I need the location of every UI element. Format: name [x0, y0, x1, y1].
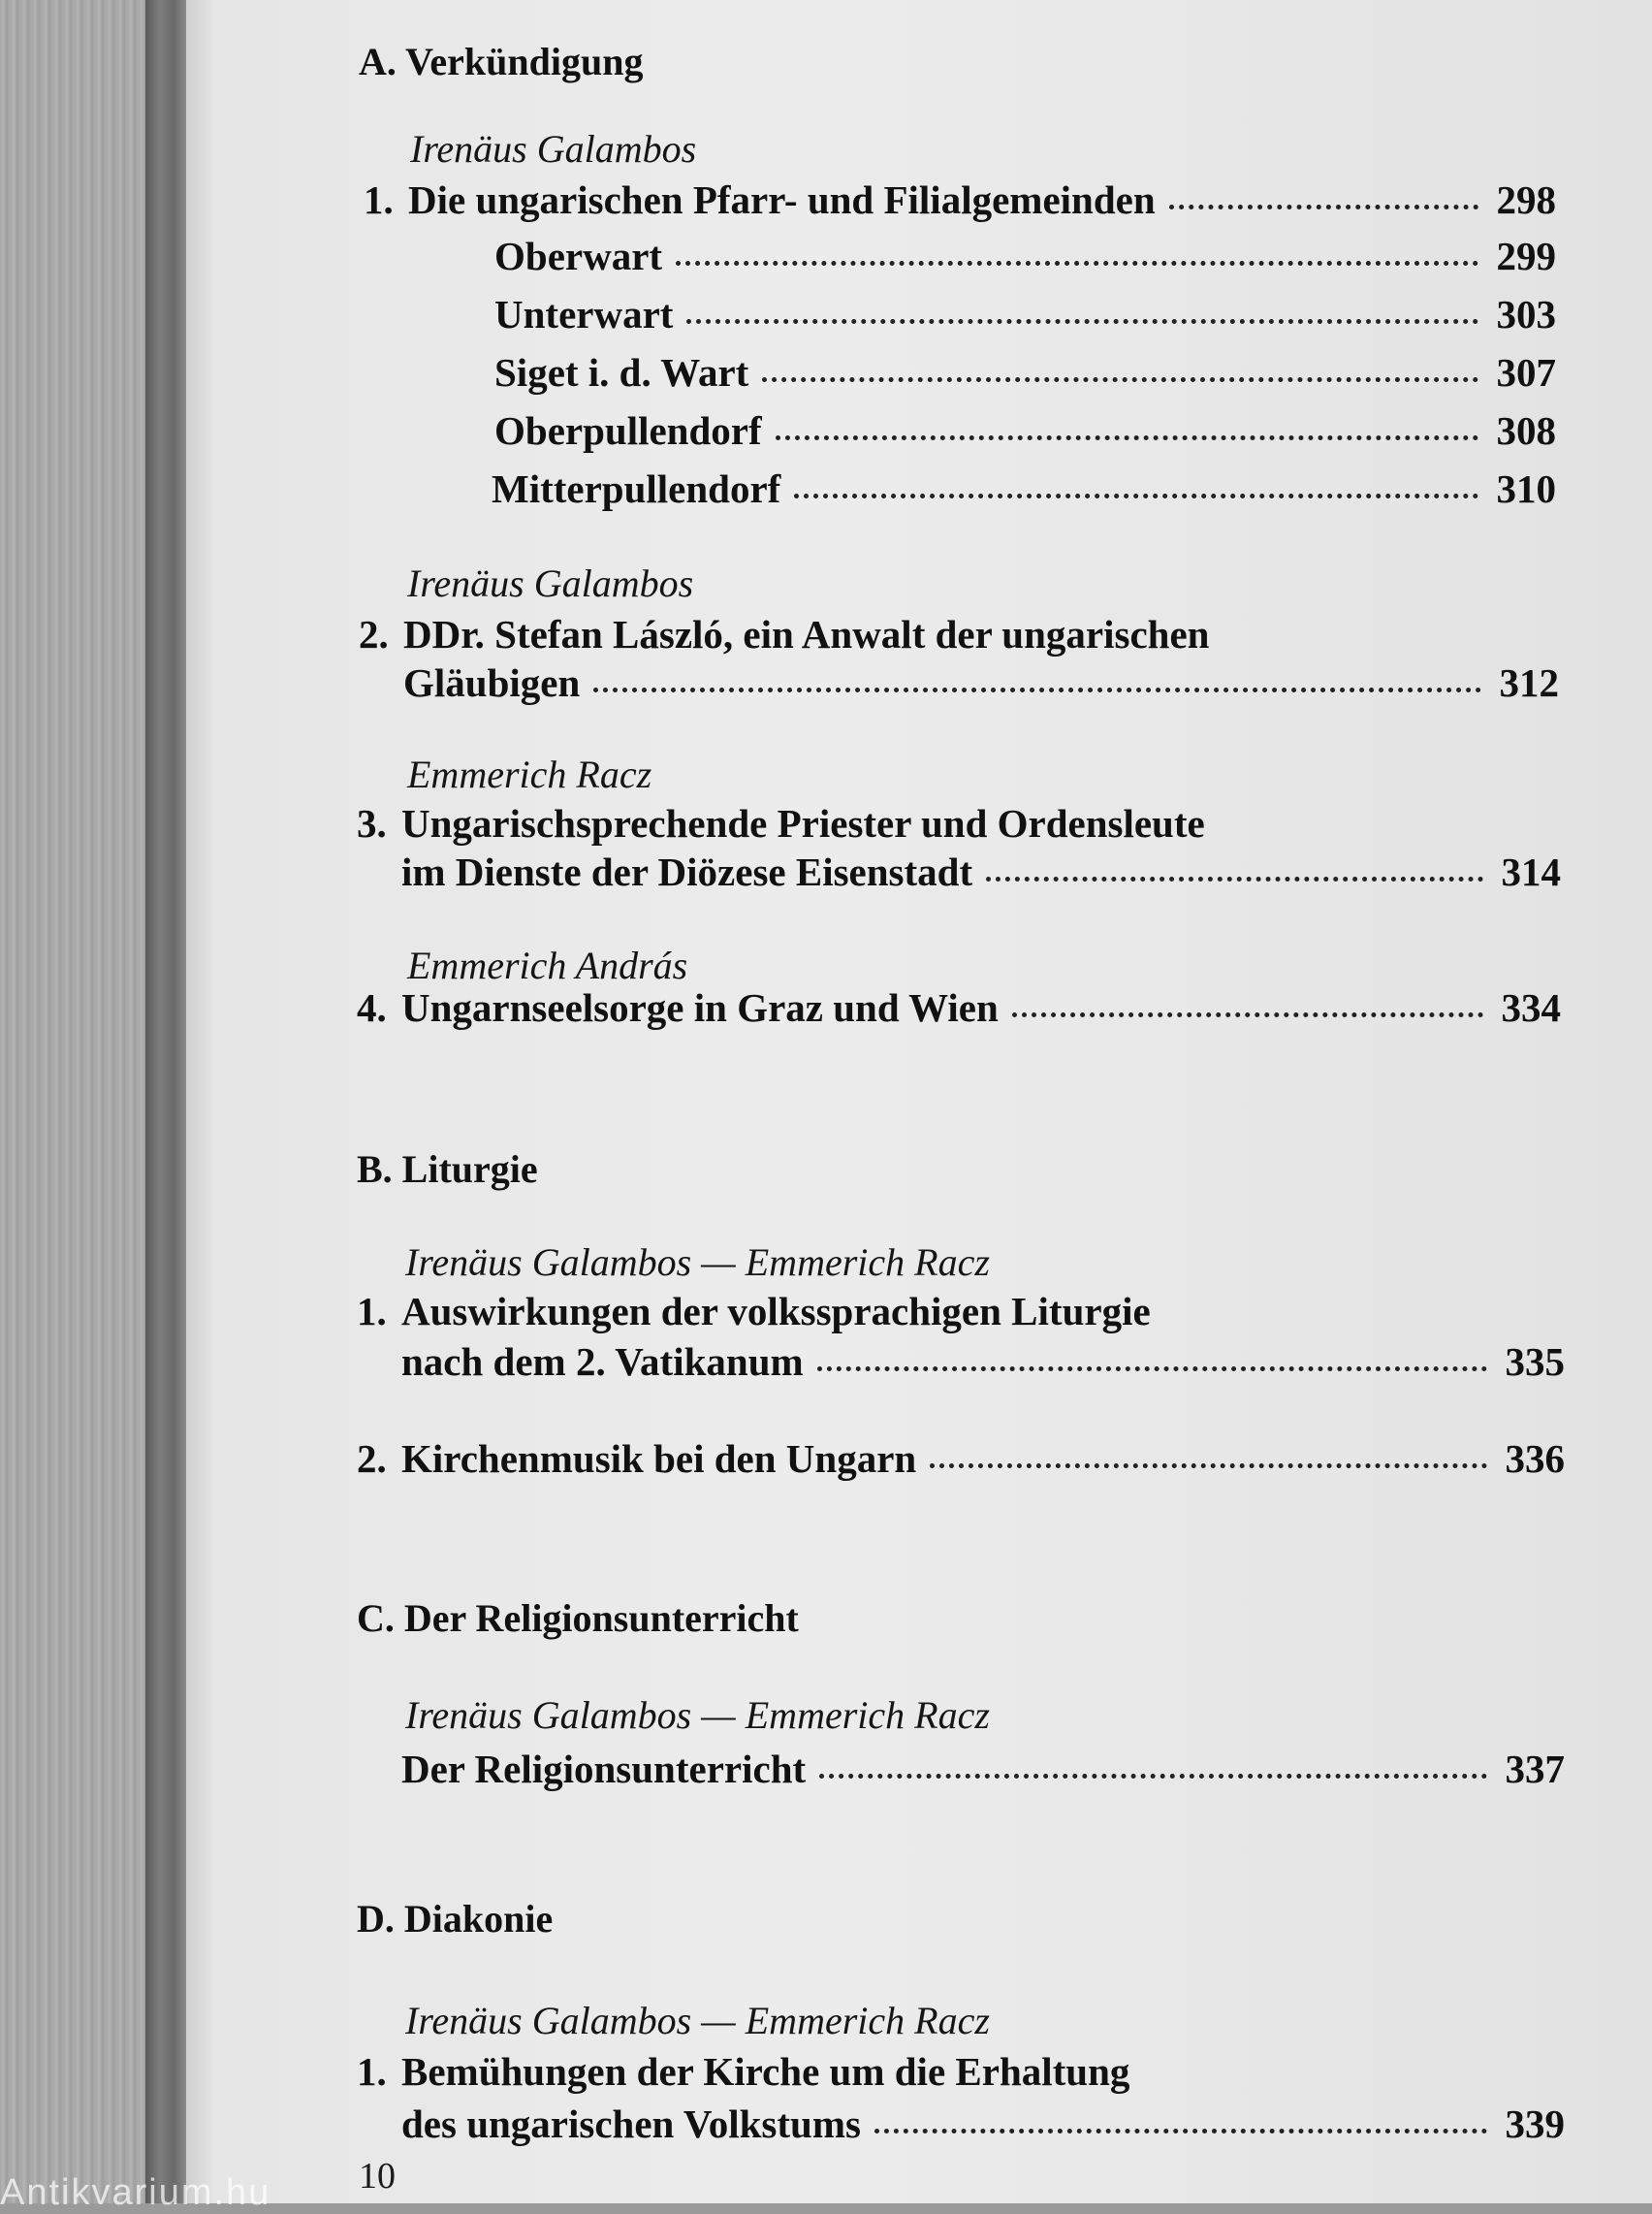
toc-subentry	[494, 349, 1556, 396]
section-heading-a: A. Verkündigung	[359, 40, 644, 83]
book-page	[213, 0, 1652, 2203]
entry-title: DDr. Stefan László, ein Anwalt der ungarischen	[403, 612, 1210, 657]
dot-leader	[686, 319, 1478, 324]
entry-title-line1	[357, 2048, 1129, 2095]
entry-number: 4.	[357, 985, 387, 1030]
toc-subentry	[494, 291, 1556, 337]
subentry-title: Oberpullendorf	[494, 408, 762, 453]
dot-leader	[986, 877, 1483, 882]
toc-entry	[401, 2101, 1565, 2147]
subentry-title: Unterwart	[494, 292, 674, 337]
page-number: 299	[1496, 234, 1556, 278]
entry-number: 1.	[357, 1289, 387, 1333]
page-number: 334	[1501, 985, 1561, 1030]
dot-leader	[676, 261, 1478, 266]
subentry-title: Oberwart	[494, 234, 663, 278]
author-line: Irenäus Galambos — Emmerich Racz	[405, 1240, 990, 1284]
dot-leader	[874, 2129, 1487, 2134]
table-of-contents	[213, 0, 1652, 2203]
dot-leader	[1169, 205, 1478, 209]
entry-title-line1	[357, 1288, 1151, 1334]
page-number: 298	[1496, 177, 1556, 222]
entry-number: 3.	[357, 801, 387, 846]
author-line: Irenäus Galambos — Emmerich Racz	[405, 1999, 990, 2042]
toc-subentry	[492, 465, 1556, 512]
toc-entry	[364, 176, 1556, 223]
watermark-text: Antikvarium.hu	[0, 2172, 271, 2213]
entry-title: Ungarnseelsorge in Graz und Wien	[401, 985, 999, 1030]
page-number: 339	[1505, 2102, 1565, 2146]
entry-title: Kirchenmusik bei den Ungarn	[401, 1436, 917, 1481]
subentry-title: Mitterpullendorf	[492, 466, 781, 511]
entry-number: 2.	[357, 1436, 387, 1481]
page-number: 335	[1505, 1339, 1565, 1384]
entry-number: 2.	[359, 612, 389, 657]
dot-leader	[794, 494, 1478, 498]
page-number: 337	[1505, 1747, 1565, 1791]
page-folio: 10	[359, 2156, 396, 2197]
background-surface	[0, 0, 145, 2203]
author-line: Irenäus Galambos	[407, 562, 694, 605]
dot-leader	[1012, 1012, 1483, 1017]
book-spine	[145, 0, 186, 2203]
author-line: Emmerich Racz	[407, 753, 652, 796]
entry-title-continued: Gläubigen	[403, 660, 581, 705]
toc-entry	[401, 849, 1561, 895]
page-number: 308	[1496, 408, 1556, 453]
entry-title: Die ungarischen Pfarr- und Filialgemeinden	[408, 177, 1156, 222]
section-heading-b: B. Liturgie	[357, 1147, 538, 1191]
entry-title: Ungarischsprechende Priester und Ordensleute	[401, 801, 1205, 846]
toc-subentry	[494, 407, 1556, 454]
page-number: 303	[1496, 292, 1556, 337]
subentry-title: Siget i. d. Wart	[494, 350, 749, 395]
entry-number: 1.	[357, 2049, 387, 2094]
section-heading-c: C. Der Religionsunterricht	[357, 1596, 799, 1640]
entry-title: Bemühungen der Kirche um die Erhaltung	[401, 2049, 1130, 2094]
entry-title-continued: nach dem 2. Vatikanum	[401, 1339, 804, 1384]
dot-leader	[930, 1463, 1487, 1468]
entry-title-line1	[357, 800, 1205, 847]
toc-entry	[357, 984, 1561, 1031]
entry-title-continued: des ungarischen Volkstums	[401, 2102, 861, 2146]
toc-entry	[357, 1435, 1565, 1482]
page-number: 336	[1505, 1436, 1565, 1481]
page-number: 310	[1496, 466, 1556, 511]
page-number: 314	[1501, 850, 1561, 894]
dot-leader	[819, 1774, 1487, 1779]
dot-leader	[762, 377, 1478, 382]
toc-entry	[403, 659, 1559, 706]
entry-number: 1.	[364, 177, 394, 222]
toc-entry	[401, 1746, 1565, 1792]
toc-subentry	[494, 233, 1556, 279]
author-line: Irenäus Galambos	[410, 127, 697, 171]
author-line: Emmerich András	[407, 944, 688, 987]
page-number: 307	[1496, 350, 1556, 395]
dot-leader	[776, 435, 1478, 440]
dot-leader	[593, 688, 1481, 692]
entry-title: Auswirkungen der volkssprachigen Liturgie	[401, 1289, 1151, 1333]
page-number: 312	[1499, 660, 1559, 705]
entry-title: Der Religionsunterricht	[401, 1747, 807, 1791]
entry-title-continued: im Dienste der Diözese Eisenstadt	[401, 850, 973, 894]
toc-entry	[401, 1338, 1565, 1385]
dot-leader	[817, 1366, 1487, 1371]
entry-title-line1	[359, 611, 1209, 658]
page-edge	[186, 0, 213, 2203]
section-heading-d: D. Diakonie	[357, 1897, 554, 1941]
author-line: Irenäus Galambos — Emmerich Racz	[405, 1693, 990, 1737]
